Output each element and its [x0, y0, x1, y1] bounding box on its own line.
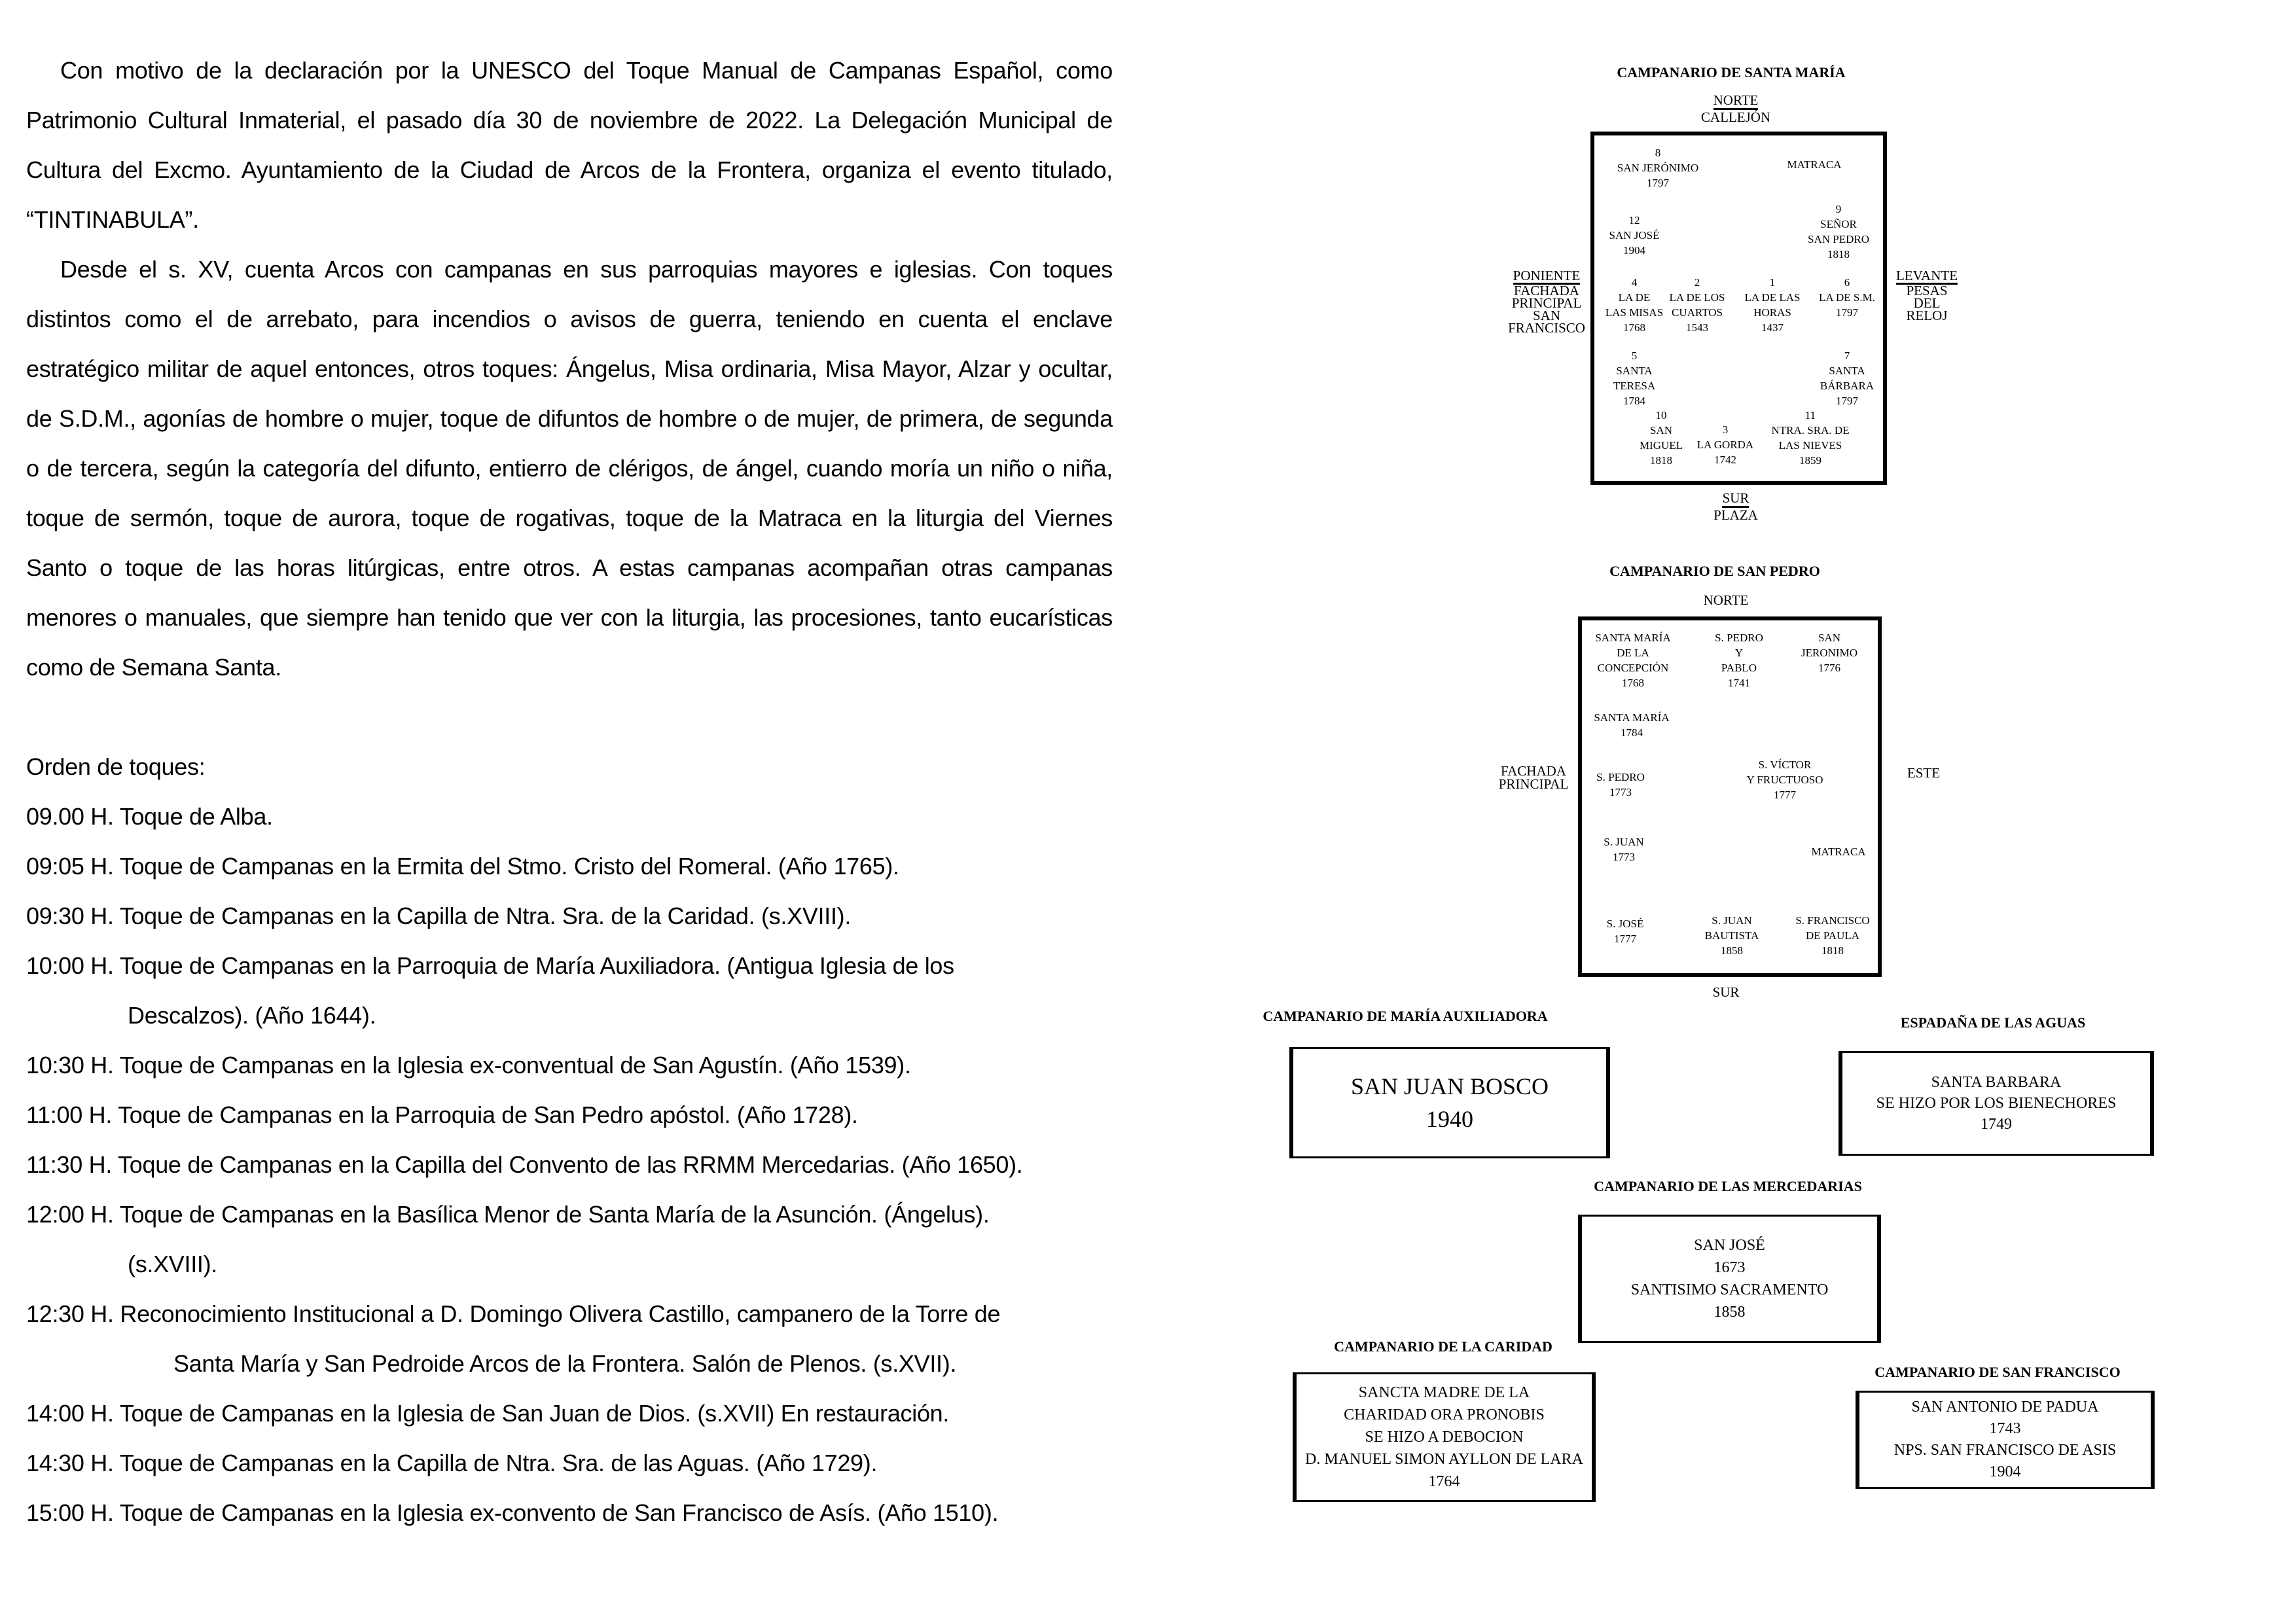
bell-line: 1773 — [1609, 786, 1632, 798]
bell-line: BAUTISTA — [1704, 929, 1759, 942]
bell-line: DE PAULA — [1805, 929, 1860, 942]
schedule-item-continuation: Santa María y San Pedroide Arcos de la Frontera. Salón de Plenos. (s.XVII). — [173, 1350, 957, 1377]
bell-label — [1607, 916, 1644, 946]
bell-line: 1743 — [1989, 1420, 2021, 1437]
bell-line: Y FRUCTUOSO — [1746, 774, 1823, 786]
bell-label — [1670, 275, 1725, 335]
bell-line: LAS MISAS — [1605, 306, 1664, 319]
schedule-item-text: 09:05 H. Toque de Campanas en la Ermita del Stmo. Cristo del Romeral. (Año 1765). — [26, 853, 899, 880]
schedule-item-text: 09.00 H. Toque de Alba. — [26, 803, 273, 830]
bell-line: 1764 — [1428, 1473, 1460, 1490]
bell-line: 1784 — [1623, 395, 1645, 407]
bell-line: 2 — [1694, 276, 1700, 289]
bell-line: MIGUEL — [1639, 439, 1683, 452]
bell-label — [1596, 770, 1645, 800]
bell-line: S. PEDRO — [1715, 632, 1763, 644]
bell-label — [1811, 844, 1865, 859]
bell-line: SAN JOSÉ — [1694, 1237, 1765, 1254]
maria-auxiliadora-box — [1289, 1047, 1610, 1158]
schedule-item-text: 10:30 H. Toque de Campanas en la Iglesia ex-conventual de San Agustín. (Año 1539). — [26, 1052, 911, 1079]
bell-line: SANTA MARÍA — [1594, 711, 1670, 724]
bell-label — [1787, 157, 1841, 172]
mercedarias-title: CAMPANARIO DE LAS MERCEDARIAS — [1594, 1178, 1862, 1194]
bell-line: MATRACA — [1787, 158, 1842, 171]
schedule-item — [26, 1389, 1113, 1438]
bell-line: 10 — [1655, 409, 1667, 421]
bell-line: 11 — [1804, 409, 1816, 421]
bell-label — [1819, 275, 1875, 320]
schedule-item-text: 11:30 H. Toque de Campanas en la Capilla del Convento de las RRMM Mercedarias. (Año 1650). — [26, 1151, 1023, 1178]
schedule-item-continuation: Descalzos). (Año 1644). — [128, 1002, 376, 1029]
san-pedro-east: ESTE — [1907, 765, 1941, 781]
bell-line: DE LA — [1617, 647, 1649, 659]
santa-maria-east — [1896, 270, 1958, 322]
bell-year: 1940 — [1426, 1106, 1473, 1132]
text-column — [26, 46, 1113, 1538]
bell-line: MATRACA — [1811, 846, 1866, 858]
bell-line: 1777 — [1614, 933, 1636, 945]
bell-label — [1594, 710, 1669, 740]
schedule-item-continuation: (s.XVIII). — [128, 1251, 218, 1277]
bell-name: SAN JUAN BOSCO — [1350, 1073, 1549, 1099]
bell-line: 7 — [1844, 349, 1850, 362]
bell-line: 1543 — [1686, 321, 1708, 334]
bell-line: 8 — [1655, 147, 1661, 159]
east-sublabel: PESAS — [1906, 283, 1948, 298]
bell-line: 1742 — [1713, 454, 1736, 466]
bell-line: 1904 — [1989, 1463, 2021, 1480]
bell-label — [1697, 422, 1753, 467]
san-pedro-north: NORTE — [1703, 592, 1749, 608]
west-label: PRINCIPAL — [1498, 776, 1569, 792]
bell-label — [1801, 630, 1857, 675]
schedule-item-text: 10:00 H. Toque de Campanas en la Parroquia de María Auxiliadora. (Antigua Iglesia de los — [26, 952, 954, 979]
bell-line: SAN JERÓNIMO — [1617, 162, 1699, 174]
bell-line: 1773 — [1613, 851, 1635, 863]
bell-label — [1605, 275, 1663, 335]
schedule-item — [26, 1140, 1113, 1190]
bell-line: 1784 — [1620, 726, 1643, 739]
bell-line: 1858 — [1720, 944, 1743, 957]
bell-line: SANTA MARÍA — [1595, 632, 1671, 644]
bell-line: LA DE — [1618, 291, 1651, 304]
east-label: LEVANTE — [1895, 268, 1958, 283]
bell-line: JERONIMO — [1801, 647, 1857, 659]
schedule-item — [26, 842, 1113, 891]
santa-maria-south — [1713, 491, 1758, 522]
bell-line: 1749 — [1981, 1116, 2012, 1133]
bell-line: SAN — [1649, 424, 1673, 437]
bell-line: 9 — [1835, 203, 1842, 215]
intro-paragraph-1: Con motivo de la declaración por la UNESCO del Toque Manual de Campanas Español, como Patrimonio Cultural Inmaterial, el pasado día 30 de noviembre de 2022. La Delegación Municipal de Cultura del Excmo. Ayuntamiento de la Ciudad de Arcos de la Frontera, organiza el evento titulado, “TINTINABULA”. — [26, 57, 1113, 233]
bell-line: 3 — [1722, 423, 1729, 436]
bell-line: S. PEDRO — [1596, 771, 1645, 783]
bell-line: LA DE S.M. — [1819, 291, 1875, 304]
schedule-item-text: 14:00 H. Toque de Campanas en la Iglesia de San Juan de Dios. (s.XVII) En restauración. — [26, 1400, 950, 1427]
bell-line: S. VÍCTOR — [1758, 758, 1812, 771]
bell-label — [1795, 913, 1869, 958]
bell-line: LA DE LAS — [1744, 291, 1801, 304]
bell-label — [1609, 213, 1660, 258]
south-sublabel: PLAZA — [1713, 507, 1758, 523]
bell-label — [1745, 275, 1801, 335]
santa-maria-west — [1508, 270, 1585, 334]
san-pedro-south: SUR — [1712, 984, 1740, 1000]
bell-line: 1858 — [1713, 1304, 1746, 1321]
schedule-item-text: 15:00 H. Toque de Campanas en la Iglesia ex-convento de San Francisco de Asís. (Año 1510). — [26, 1499, 999, 1526]
bell-line: 1797 — [1647, 177, 1669, 189]
santa-maria-title: CAMPANARIO DE SANTA MARÍA — [1617, 64, 1846, 80]
caridad-title: CAMPANARIO DE LA CARIDAD — [1334, 1338, 1552, 1355]
bell-line: 1818 — [1827, 248, 1850, 260]
west-sublabel: FACHADA — [1514, 283, 1579, 298]
bell-label — [1771, 408, 1849, 468]
san-pedro-west — [1499, 764, 1569, 791]
san-francisco-box — [1856, 1391, 2155, 1489]
bell-line: 12 — [1628, 214, 1640, 226]
bell-line: LAS NIEVES — [1778, 439, 1842, 452]
bell-line: S. FRANCISCO — [1795, 914, 1870, 927]
schedule-item-text: 12:30 H. Reconocimiento Institucional a D. Domingo Olivera Castillo, campanero de la Torre de — [26, 1300, 1001, 1327]
bell-line: 1797 — [1836, 306, 1858, 319]
bell-line: LA DE LOS — [1669, 291, 1725, 304]
bell-line: 1 — [1769, 276, 1776, 289]
schedule-item-text: 11:00 H. Toque de Campanas en la Parroquia de San Pedro apóstol. (Año 1728). — [26, 1101, 858, 1128]
bell-label — [1640, 408, 1683, 468]
schedule-item — [26, 792, 1113, 842]
bell-label — [1808, 202, 1869, 262]
bell-line: 1768 — [1621, 677, 1644, 689]
intro-paragraph-2: Desde el s. XV, cuenta Arcos con campanas en sus parroquias mayores e iglesias. Con toques distintos como el de arrebato, para incendios o avisos de guerra, teniendo en cuenta el enclave estratégico militar de aquel entonces, otros toques: Ángelus, Misa ordinaria, Misa Mayor, Alzar y ocultar, de S.D.M., agonías de hombre o mujer, toque de difuntos de hombre o de mujer, de primera, de segunda o de tercera, según la categoría del difunto, entierro de clérigos, de ángel, cuando moría un niño o niña, toque de sermón, toque de aurora, toque de rogativas, toque de la Matraca en la liturgia del Viernes Santo o toque de las horas litúrgicas, entre otros. A estas campanas acompañan otras campanas menores o manuales, que siempre han tenido que ver con la liturgia, las procesiones, tanto eucarísticas como de Semana Santa. — [26, 256, 1113, 681]
bell-line: S. JUAN — [1712, 914, 1752, 927]
san-pedro-title: CAMPANARIO DE SAN PEDRO — [1609, 563, 1820, 579]
bell-line: HORAS — [1753, 306, 1791, 319]
bell-line: 1859 — [1799, 454, 1821, 467]
west-label: PONIENTE — [1513, 268, 1581, 283]
bell-label — [1705, 913, 1759, 958]
bell-line: S. JOSÉ — [1606, 918, 1644, 930]
bell-line: CONCEPCIÓN — [1597, 662, 1669, 674]
bell-line: SANTA — [1616, 365, 1653, 377]
south-label: SUR — [1723, 491, 1749, 508]
bell-line: SE HIZO POR LOS BIENECHORES — [1876, 1095, 2117, 1112]
bell-line: 1768 — [1623, 321, 1645, 334]
east-sublabel: RELOJ — [1906, 308, 1948, 323]
bell-line: Y — [1734, 647, 1744, 659]
bell-line: D. MANUEL SIMON AYLLON DE LARA — [1305, 1451, 1583, 1468]
bell-label — [1613, 348, 1655, 408]
bell-line: 1818 — [1821, 944, 1844, 957]
bell-line: SAN JOSÉ — [1609, 229, 1660, 241]
bell-line: S. JUAN — [1604, 836, 1644, 848]
bell-line: SE HIZO A DEBOCION — [1365, 1429, 1524, 1446]
maria-auxiliadora-title: CAMPANARIO DE MARÍA AUXILIADORA — [1263, 1008, 1548, 1024]
mercedarias-box — [1578, 1215, 1881, 1343]
bell-line: LA GORDA — [1696, 438, 1754, 451]
schedule-item-text: 14:30 H. Toque de Campanas en la Capilla de Ntra. Sra. de las Aguas. (Año 1729). — [26, 1450, 878, 1476]
schedule-item — [26, 1190, 1113, 1289]
bell-line: SANTISIMO SACRAMENTO — [1630, 1281, 1829, 1298]
bell-line: SAN — [1818, 632, 1841, 644]
bell-line: 1818 — [1649, 454, 1672, 467]
bell-line: 6 — [1844, 276, 1850, 289]
caridad-box — [1293, 1372, 1596, 1502]
espadana-aguas-title: ESPADAÑA DE LAS AGUAS — [1900, 1014, 2086, 1031]
schedule-heading: Orden de toques: — [26, 753, 206, 780]
bell-line: SANTA — [1829, 365, 1865, 377]
schedule-item — [26, 941, 1113, 1041]
west-sublabel: FRANCISCO — [1508, 320, 1585, 336]
east-sublabel: DEL — [1913, 295, 1941, 311]
schedule-item — [26, 1289, 1113, 1389]
bell-line: TERESA — [1613, 380, 1656, 392]
bell-line: CUARTOS — [1671, 306, 1723, 319]
bell-line: 1777 — [1773, 789, 1796, 801]
west-sublabel: PRINCIPAL — [1511, 295, 1582, 311]
bell-label — [1595, 630, 1670, 690]
schedule-item-text: 12:00 H. Toque de Campanas en la Basílica Menor de Santa María de la Asunción. (Ángelus). — [26, 1201, 990, 1228]
bell-line: 1741 — [1728, 677, 1750, 689]
bell-label — [1715, 630, 1763, 690]
north-sublabel: CALLEJÓN — [1700, 109, 1771, 125]
bell-line: SANTA BARBARA — [1931, 1074, 2062, 1091]
santa-maria-north — [1701, 93, 1770, 124]
bell-line: 5 — [1631, 349, 1638, 362]
bell-line: SANCTA MADRE DE LA — [1358, 1384, 1530, 1401]
bell-line: 4 — [1631, 276, 1638, 289]
schedule-item — [26, 1090, 1113, 1140]
bell-label — [1820, 348, 1874, 408]
bell-line: 1437 — [1761, 321, 1784, 334]
north-label: NORTE — [1713, 93, 1759, 110]
schedule-item — [26, 1488, 1113, 1538]
west-sublabel: SAN — [1532, 308, 1560, 323]
bell-label — [1747, 757, 1823, 802]
bell-line: 1776 — [1818, 662, 1840, 674]
bell-line: CHARIDAD ORA PRONOBIS — [1344, 1406, 1545, 1423]
schedule-item-text: 09:30 H. Toque de Campanas en la Capilla de Ntra. Sra. de la Caridad. (s.XVIII). — [26, 902, 852, 929]
san-francisco-title: CAMPANARIO DE SAN FRANCISCO — [1874, 1364, 2121, 1380]
schedule-item — [26, 1041, 1113, 1090]
bell-line: NPS. SAN FRANCISCO DE ASIS — [1893, 1442, 2117, 1459]
bell-label — [1604, 834, 1643, 865]
bell-line: BÁRBARA — [1820, 380, 1874, 392]
bell-line: SAN ANTONIO DE PADUA — [1911, 1399, 2099, 1416]
west-label: FACHADA — [1501, 763, 1566, 779]
bell-line: NTRA. SRA. DE — [1771, 424, 1850, 437]
bell-line: 1904 — [1623, 244, 1645, 257]
bell-line: 1797 — [1836, 395, 1858, 407]
bell-line: 1673 — [1713, 1259, 1746, 1276]
espadana-aguas-box — [1839, 1051, 2154, 1156]
bell-label — [1617, 145, 1698, 190]
bell-line: PABLO — [1721, 662, 1757, 674]
bell-line: SEÑOR — [1820, 218, 1857, 230]
schedule-item — [26, 1438, 1113, 1488]
bell-line: SAN PEDRO — [1808, 233, 1869, 245]
schedule-item — [26, 891, 1113, 941]
